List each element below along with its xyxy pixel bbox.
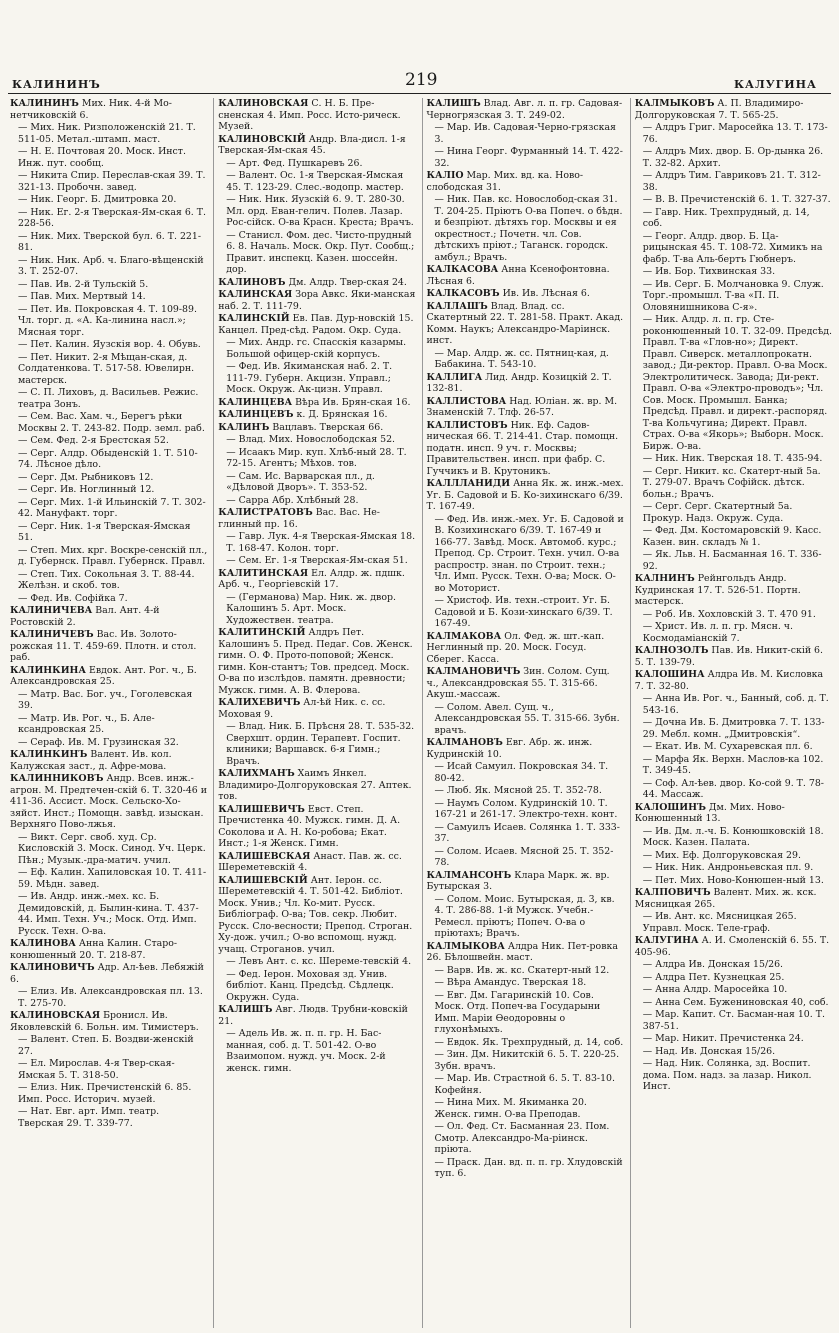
directory-entry: КАЛЛИСТОВЪ Ник. Еф. Садов-ническая 66. Т. 214-41. Стар. помощн. податн. инсп. 9 уч. г. Москвы; Правительствен. инсп. при фабр. С. Гуччикъ и В. Крутоникъ. — [426, 419, 619, 477]
directory-entry: — Солом. Исаев. Мясной 25. Т. 352-78. — [434, 845, 614, 868]
directory-entry: КАЛНИНЪ Рейнгольдъ Андр. Кудринская 17. Т. 526-51. Портн. мастерск. — [634, 573, 801, 607]
directory-entry: — Елиз. Ив. Александровская пл. 13. Т. 275-70. — [18, 986, 203, 1009]
directory-entry: — Ник. Пав. кс. Новослобод-ская 31. Т. 204-25. Пріютъ О-ва Попеч. о бѣдн. и безпріют. дѣтяхъ гор. Москвы и ея окрестност.; Почетн. чл. Сов. дѣтскихъ пріют.; Таганск. городск. амбул.; Врачъ. — [434, 194, 623, 263]
directory-entry: — Христ. Ив. л. п. гр. Мясн. ч. Космодаміанскій 7. — [642, 621, 793, 644]
directory-entry: — Гавр. Лук. 4-я Тверская-Ямская 18. Т. 168-47. Колон. торг. — [226, 531, 416, 554]
directory-entry: — Адель Ив. ж. п. п. гр. Н. Бас-манная, соб. д. Т. 501-42. О-во Взаимопом. нужд. уч. Моск. 2-й женск. гимн. — [226, 1028, 386, 1074]
directory-entry: — Люб. Як. Мясной 25. Т. 352-78. — [434, 785, 602, 796]
directory-entry: — Викт. Серг. своб. худ. Ср. Кисловскій 3. Моск. Синод. Уч. Церк. Пѣн.; Музык.-дра-матич. учил. — [18, 831, 206, 866]
directory-entry: — Варв. Ив. ж. кс. Скатерт-ный 12. — [434, 964, 610, 976]
directory-entry: КАЛІО Мар. Мих. вд. ка. Ново-слободская 31. — [426, 170, 584, 193]
directory-entry: — Солом. Авел. Сущ. ч., Александровская 55. Т. 315-66. Зубн. врачъ. — [434, 701, 620, 736]
directory-entry: — Серг. Серг. Скатертный 5а. Прокур. Надз. Окруж. Суда. — [642, 501, 793, 524]
directory-entry: КАЛИНОВСКАЯ Бронисл. Ив. Яковлевскій 6. Больн. им. Тимистеръ. — [10, 1010, 199, 1033]
directory-entry: — Валент. Ос. 1-я Тверская-Ямская 45. Т. 123-29. Слес.-водопр. мастер. — [226, 170, 404, 193]
directory-entry: — Влад. Мих. Новослободская 52. — [226, 434, 396, 445]
directory-entry: — Ол. Фед. Ст. Басманная 23. Пом. Смотр. Александро-Ма-ріинск. пріюта. — [434, 1121, 610, 1155]
directory-entry: — Левъ Ант. с. кс. Шереме-тевскій 4. — [226, 956, 412, 967]
directory-entry: КАЛИНОВЪ Дм. Алдр. Твер-ская 24. — [218, 276, 407, 288]
directory-entry: — Ел. Мирослав. 4-я Твер-ская-Ямская 5. Т. 318-50. — [18, 1058, 175, 1081]
directory-entry: — Пет. Ив. Покровская 4. Т. 109-89. Чл. торг. д. «А. Ка-линина насл.»; Мясная торг. — [18, 303, 197, 338]
directory-entry: КАЛИНИЧЕВА Вал. Ант. 4-й Ростовскій 2. — [10, 605, 160, 628]
directory-entry: — Алдръ Мих. двор. Б. Ор-дынка 26. Т. 32-82. Архит. — [642, 146, 824, 169]
directory-entry: КАЛЛИГА Лид. Андр. Козицкій 2. Т. 132-81. — [426, 371, 612, 394]
directory-entry: — Зин. Дм. Никитскій 6. 5. Т. 220-25. Зубн. врачъ. — [434, 1049, 620, 1072]
directory-entry: КАЛОШИНА Алдра Ив. М. Кисловка 7. Т. 32-80. — [634, 669, 824, 692]
running-head-left: КАЛИНИНЪ — [12, 78, 101, 91]
directory-entry: КАЛИШЕВСКАЯ Анаст. Пав. ж. сс. Шереметевскій 4. — [218, 850, 402, 873]
directory-entry: — Никита Спир. Переслав-ская 39. Т. 321-13. Пробочн. завед. — [18, 170, 206, 193]
directory-entry: — Серг. Никит. кс. Скатерт-ный 5а. Т. 279-07. Врачъ Софійск. дѣтск. больн.; Врачъ. — [642, 465, 821, 500]
directory-entry: — Исаакъ Мир. куп. Хлѣб-ный 28. Т. 72-15. Агентъ; Мѣхов. тов. — [226, 446, 407, 469]
directory-entry: КАЛЛЛАНИДИ Анна Як. ж. инж.-мех. Уг. Б. Садовой и Б. Ко-зихинскаго 6/39. Т. 167-49. — [426, 478, 624, 512]
directory-entry: — Над. Ник. Солянка, зд. Воспит. дома. Пом. надз. за лазар. Никол. Инст. — [642, 1058, 812, 1092]
directory-entry: КАЛИНОВИЧЪ Адр. Ал-ѣев. Лебяжій 6. — [10, 962, 204, 985]
directory-entry: КАЛИШЪ Влад. Авг. л. п. гр. Садовая-Черногрязская 3. Т. 249-02. — [426, 98, 623, 121]
directory-entry: КАЛИНИНЪ Мих. Ник. 4-й Мо-нетчиковскій 6. — [10, 98, 172, 121]
directory-entry: — Мар. Ив. Страстной 6. 5. Т. 83-10. Кофейня. — [434, 1073, 615, 1096]
directory-entry: — Дочна Ив. Б. Дмитровка 7. Т. 133-29. Мебл. комн. „Дмитровскія“. — [642, 717, 825, 740]
directory-entry: — Мих. Еф. Долгоруковская 29. — [642, 849, 801, 861]
directory-entry: — Алдра Пет. Кузнецкая 25. — [642, 971, 785, 983]
directory-entry: КАЛИНОВА Анна Калин. Старо-конюшенный 20. Т. 218-87. — [10, 938, 178, 961]
directory-entry: КАЛИНОВСКІЙ Андр. Вла-дисл. 1-я Тверская-Ям-ская 45. — [218, 133, 406, 156]
directory-entry: КАЛИНЦЕВЪ к. Д. Брянская 16. — [218, 409, 388, 420]
directory-entry: — Пав. Мих. Мертвый 14. — [18, 291, 146, 302]
directory-entry: — Над. Ив. Донская 15/26. — [642, 1045, 776, 1057]
directory-entry: — Н. Е. Почтовая 20. Моск. Инст. Инж. пут. сообщ. — [18, 146, 186, 169]
column-3 — [422, 98, 624, 1328]
directory-entry: — Фед. Дм. Костомаровскій 9. Касс. Казен. вин. складъ № 1. — [642, 525, 822, 548]
directory-entry: — Анна Сем. Бужениновская 40, соб. — [642, 996, 829, 1008]
directory-entry: КАЛИНКИНЪ Валент. Ив. кол. Калужская заст., д. Афре-мова. — [10, 749, 172, 772]
directory-entry: — Алдръ Григ. Маросейка 13. Т. 173-76. — [642, 122, 828, 145]
directory-entry: — Ив. Бор. Тихвинская 33. — [642, 266, 776, 277]
column-4 — [630, 98, 832, 1328]
directory-entry: — Арт. Фед. Пушкаревъ 26. — [226, 157, 363, 169]
directory-entry: — Серг. Ив. Ноглинный 12. — [18, 484, 155, 495]
directory-entry: КАЛЛАШЪ Влад. Влад. сс. Скатертный 22. Т. 281-58. Практ. Акад. Комм. Наукъ; Александро-Маріинск. инст. — [426, 300, 624, 346]
directory-entry: КАЛИШЪ Авг. Людв. Трубни-ковскій 21. — [218, 1004, 408, 1027]
directory-entry: — Ив. Ант. кс. Мясницкая 265. Управл. Моск. Теле-граф. — [642, 911, 797, 934]
directory-entry: — (Германова) Мар. Ник. ж. двор. Калошинъ 5. Арт. Моск. Художествен. театра. — [226, 591, 396, 626]
directory-entry: — Елиз. Ник. Пречистенскій 6. 85. Имп. Росс. Историч. музей. — [18, 1082, 192, 1105]
directory-entry: — Алдра Ив. Донская 15/26. — [642, 959, 784, 970]
directory-entry: КАЛИТИНСКІЙ Алдръ Пет. Калошинъ 5. Пред. Педаг. Сов. Женск. гимн. О. Ф. Прото-поповой; Женск. гимн. Кон-стантъ; Тов. председ. Моск. О-ва по изслѣдов. памятн. древности; Мужск. гимн. А. В. Флерова. — [218, 627, 413, 696]
directory-entry: — Станисл. Фом. дес. Чисто-прудный 6. 8. Началь. Моск. Окр. Пут. Сообщ.; Правит. инспекц. Казен. шоссейн. дор. — [226, 229, 415, 275]
directory-entry: — Пет. Калин. Яузскія вор. 4. Обувь. — [18, 339, 201, 350]
directory-entry: КАЛМАКОВА Ол. Фед. ж. шт.-кап. Неглинный пр. 20. Моск. Госуд. Сберег. Касса. — [426, 630, 605, 665]
directory-entry: — Серг. Алдр. Обыденскій 1. Т. 510-74. Лѣсное дѣло. — [18, 447, 198, 470]
directory-entry: — Наумъ Солом. Кудринскій 10. Т. 167-21 и 261-17. Электро-техн. конт. — [434, 797, 618, 820]
directory-entry: КАЛПОВИЧЪ Валент. Мих. ж. кск. Мясницкая 265. — [634, 887, 817, 910]
directory-entry: — Матр. Вас. Бог. уч., Гоголевская 39. — [18, 688, 193, 711]
directory-entry: — Мар. Никит. Пречистенка 24. — [642, 1033, 804, 1044]
directory-entry: — Еф. Калин. Хапиловская 10. Т. 411-59. Мѣдн. завед. — [18, 867, 207, 890]
directory-entry: — Ив. Дм. л.-ч. Б. Конюшковскій 18. Моск. Казен. Палата. — [642, 825, 824, 848]
directory-entry: КАЛИНОВСКАЯ С. Н. Б. Пре-сненская 4. Имп. Росс. Исто-рическ. Музей. — [218, 98, 401, 132]
directory-entry: — Екат. Ив. М. Сухаревская пл. 6. — [642, 741, 813, 752]
directory-entry: КАЛИНСКІЙ Ев. Пав. Дур-новскій 15. Канцел. Пред-сѣд. Радом. Окр. Суда. — [218, 313, 414, 336]
directory-entry: — Як. Льв. Н. Басманная 16. Т. 336-92. — [642, 549, 822, 572]
directory-entry: — Роб. Ив. Хохловскій 3. Т. 470 91. — [642, 608, 816, 620]
directory-entry: — Самуилъ Исаев. Солянка 1. Т. 333-37. — [434, 821, 620, 844]
directory-entry: КАЛМАНОВЪ Евг. Абр. ж. инж. Кудринскій 10. — [426, 737, 593, 760]
directory-entry: — Ив. Андр. инж.-мех. кс. Б. Демидовскій, д. Былин-кина. Т. 437-44. Имп. Техн. Уч.; Моск. Отд. Имп. Русск. Техн. О-ва. — [18, 891, 199, 937]
directory-entry: КАЛМАНСОНЪ Клара Марк. ж. вр. Бутырская 3. — [426, 869, 610, 892]
directory-entry: КАЛУГИНА А. И. Смоленскій 6. 55. Т. 405-96. — [634, 935, 830, 958]
directory-entry: — Степ. Тих. Сокольная 3. Т. 88-44. Желѣзн. и скоб. тов. — [18, 568, 195, 591]
directory-entry: КАЛМАНОВИЧЪ Зин. Солом. Сущ. ч., Александровская 55. Т. 315-66. Акуш.-массаж. — [426, 666, 610, 700]
directory-entry: — Серг. Мих. 1-й Ильинскій 7. Т. 302-42. Мануфакт. торг. — [18, 496, 206, 519]
directory-entry: — Соф. Ал-ѣев. двор. Ко-сой 9. Т. 78-44. Массаж. — [642, 777, 824, 800]
directory-entry: — Ив. Серг. Б. Молчановка 9. Служ. Торг.-промышл. Т-ва «П. П. Оловянишникова С-я». — [642, 278, 824, 313]
directory-entry: — Серг. Дм. Рыбниковъ 12. — [18, 471, 154, 483]
directory-entry: — Влад. Ник. Б. Прѣсня 28. Т. 535-32. Сверхшт. ордин. Терапевт. Госпит. клиники; Варшавск. 6-я Гимн.; Врачъ. — [226, 721, 415, 767]
directory-entry: — Вѣра Амандус. Тверская 18. — [434, 977, 587, 988]
directory-entry: КАЛИНИЧЕВЪ Вас. Ив. Золото-рожская 11. Т. 459-69. Плотн. и стол. раб. — [10, 629, 197, 663]
directory-entry: — Валент. Степ. Б. Воздви-женскій 27. — [18, 1034, 194, 1057]
directory-entry: — Нина Мих. М. Якиманка 20. Женск. гимн. О-ва Преподав. — [434, 1097, 587, 1120]
directory-entry: — Исай Самуил. Покровская 34. Т. 80-42. — [434, 761, 609, 784]
directory-entry: — Праск. Дан. вд. п. п. гр. Хлудовскій туп. 6. — [434, 1156, 623, 1179]
directory-entry: — Степ. Мих. крг. Воскре-сенскій пл., д. Губернск. Правл. Губернск. Правл. — [18, 544, 208, 567]
page-number: 219 — [405, 70, 438, 90]
page-header — [0, 0, 839, 92]
directory-entry: — Ник. Ник. Яузскій 6. 9. Т. 280-30. Мл. орд. Еван-гелич. Полев. Лазар. Рос-сійск. О-ва Красн. Креста; Врачъ. — [226, 194, 414, 228]
directory-entry: — Ник. Мих. Тверской бул. 6. Т. 221-81. — [18, 230, 202, 253]
directory-entry: — Георг. Алдр. двор. Б. Ца-рицынская 45. Т. 108-72. Химикъ на фабр. Т-ва Аль-бертъ Гюбнеръ. — [642, 230, 823, 265]
directory-entry: — Мих. Андр. гс. Спасскія казармы. Большой офицер-скій корпусъ. — [226, 337, 407, 360]
column-1 — [10, 98, 207, 1328]
directory-entry: — Марфа Як. Верхн. Маслов-ка 102. Т. 349-45. — [642, 753, 824, 776]
directory-entry: — Фед. Ив. Софійка 7. — [18, 592, 128, 604]
directory-entry: КАЛНОЗОЛЪ Пав. Ив. Никит-скій 6. 5. Т. 139-79. — [634, 645, 823, 668]
directory-entry: — Сарра Абр. Хлѣбный 28. — [226, 494, 359, 506]
directory-entry: КАЛОШИНЪ Дм. Мих. Ново-Конюшенный 13. — [634, 801, 785, 824]
directory-entry: — Ник. Ник. Арб. ч. Благо-вѣщенскій 3. Т. 252-07. — [18, 254, 204, 277]
directory-entry: КАЛИНСКАЯ Зора Авкс. Яки-манская наб. 2. Т. 111-79. — [218, 289, 416, 312]
directory-entry: — Сем. Вас. Хам. ч., Берегъ рѣки Москвы 2. Т. 243-82. Подр. земл. раб. — [18, 411, 205, 434]
directory-entry: — Пет. Никит. 2-я Мѣщан-ская, д. Солдатенкова. Т. 517-58. Ювелирн. мастерск. — [18, 351, 195, 386]
directory-entry: КАЛИСТРАТОВЪ Вас. Вас. Не-глинный пр. 16. — [218, 507, 380, 530]
directory-entry: КАЛИШЕВСКІЙ Ант. Іерон. сс. Шереметевскій 4. Т. 501-42. Библіот. Моск. Унив.; Чл. Ко-мит. Русск. Библіограф. О-ва; Тов. секр. Любит. Русск. Сло-весности; Препод. Строган. Ху-дож. учил.; О-во вспомощ. нужд. учащ. Строганов. учил. — [218, 874, 413, 955]
directory-entry: КАЛИХЕВИЧЪ Ал-ѣй Ник. с. сс. Моховая 9. — [218, 697, 386, 720]
directory-entry: КАЛЛИСТОВА Над. Юліан. ж. вр. М. Знаменскій 7. Тлф. 26-57. — [426, 395, 618, 418]
directory-entry: КАЛИХМАНЪ Хаимъ Янкел. Владимиро-Долгоруковская 27. Аптек. тов. — [218, 768, 412, 802]
running-head-right: КАЛУГИНА — [734, 78, 817, 91]
directory-entry: — Сам. Ис. Варварская пл., д. «Дѣловой Дворъ». Т. 353-52. — [226, 470, 375, 493]
directory-entry: — Христоф. Ив. техн.-строит. Уг. Б. Садовой и Б. Кози-хинскаго 6/39. Т. 167-49. — [434, 595, 613, 629]
directory-entry: — Сем. Фед. 2-я Брестская 52. — [18, 435, 169, 446]
directory-entry: — Нат. Евг. арт. Имп. театр. Тверская 29. Т. 339-77. — [18, 1106, 160, 1129]
directory-entry: — Мар. Ив. Садовая-Черно-грязская 3. — [434, 122, 616, 145]
directory-entry: — В. В. Пречистенскій 6. 1. Т. 327-37. — [642, 194, 831, 205]
directory-entry: — Гавр. Ник. Трехпрудный, д. 14, соб. — [642, 206, 810, 229]
directory-entry: КАЛИНЦЕВА Вѣра Ив. Брян-ская 16. — [218, 396, 411, 408]
directory-entry: — Евдок. Як. Трехпрудный, д. 14, соб. — [434, 1036, 624, 1048]
directory-entry: КАЛИНЪ Вацлавъ. Тверская 66. — [218, 421, 384, 433]
directory-entry: КАЛИННИКОВЪ Андр. Всев. инж.-агрон. М. Предтечен-скій 6. Т. 320-46 и 411-36. Ассист. Моск. Сельско-Хо-зяйст. Инст.; Помощн. завѣд. изыскан. Верхняго Пово-лжья. — [10, 773, 208, 830]
directory-entry: — Фед. Ив. Якиманская наб. 2. Т. 111-79. Губерн. Акцизн. Управл.; Моск. Окруж. Ак-цизн. Управл. — [226, 361, 393, 395]
directory-entry: — Серг. Ник. 1-я Тверская-Ямская 51. — [18, 520, 191, 543]
directory-entry: — Ник. Ег. 2-я Тверская-Ям-ская 6. Т. 228-56. — [18, 206, 206, 229]
directory-entry: КАЛМЫКОВА Алдра Ник. Пет-ровка 26. Бѣлошвейн. маст. — [426, 940, 618, 963]
directory-entry: — Пет. Мих. Ново-Конюшен-ный 13. — [642, 874, 824, 886]
directory-entry: КАЛИТИНСКАЯ Ел. Алдр. ж. пдшк. Арб. ч., Георгіевскій 17. — [218, 567, 405, 590]
header-rule — [8, 93, 831, 94]
directory-entry: — Евг. Дм. Гагаринскій 10. Сов. Моск. Отд. Попеч-ва Государыни Имп. Маріи Ѳеодоровны о глухонѣмыхъ. — [434, 989, 601, 1035]
directory-entry: — Сераф. Ив. М. Грузинская 32. — [18, 736, 179, 748]
directory-entry: — Фед. Ив. инж.-мех. Уг. Б. Садовой и В. Козихинскаго 6/39. Т. 167-49 и 166-77. Завѣд. Моск. Автомоб. курс.; Препод. Ср. Строит. Техн. учил. О-ва распростр. знан. по Строит. техн.; Чл. Имп. Русск. Техн. О-ва; Моск. О-во Моторист. — [434, 513, 624, 594]
directory-entry: — Фед. Іерон. Моховая зд. Унив. библіот. Канц. Предсѣд. Сѣдлецк. Окружн. Суда. — [226, 968, 394, 1003]
column-2 — [213, 98, 415, 1328]
directory-entry: — Мар. Капит. Ст. Басман-ная 10. Т. 387-51. — [642, 1009, 825, 1032]
directory-entry: КАЛКАСОВА Анна Ксенофонтовна. Лѣсная 6. — [426, 264, 610, 287]
directory-entry: КАЛМЫКОВЪ А. П. Владимиро-Долгоруковская 7. Т. 565-25. — [634, 98, 804, 121]
directory-entry: — Анна Алдр. Маросейка 10. — [642, 984, 788, 995]
directory-entry: — Ник. Алдр. л. п. гр. Сте-роконюшенный 10. Т. 32-09. Предсѣд. Правл. Т-ва «Глов-но»; Директ. Правл. Сиверск. металлопрокатн. завод.; Ди-ректор. Правл. О-ва Моск. Электролитическ. Завода; Ди-рект. Правл. О-ва «Электро-проводъ»; Чл. Сов. Моск. Промышл. Банка; Предсѣд. Правл. и директ.-распоряд. Т-ва Кольчугина; Директ. Правл. Страх. О-ва «Якорь»; Выборн. Моск. Бирж. О-ва. — [642, 314, 832, 452]
directory-entry: — Анна Ив. Рог. ч., Банный, соб. д. Т. 543-16. — [642, 693, 829, 716]
directory-entry: — Мих. Ник. Ризположенскій 21. Т. 511-05. Метал.-штамп. маст. — [18, 122, 196, 145]
directory-entry: — Ник. Георг. Б. Дмитровка 20. — [18, 194, 177, 205]
directory-entry: — Матр. Ив. Рог. ч., Б. Але-ксандровская 25. — [18, 712, 155, 735]
directory-entry: — Ник. Ник. Андроньевская пл. 9. — [642, 862, 814, 873]
directory-entry: — Солом. Моис. Бутырская, д. 3, кв. 4. Т. 286-88. 1-й Мужск. Учебн.-Ремесл. пріютъ; Попеч. О-ва о пріютахъ; Врачъ. — [434, 893, 615, 939]
directory-entry: — Ник. Ник. Тверская 18. Т. 435-94. — [642, 453, 823, 464]
directory-entry: — С. П. Лиховъ, д. Васильев. Режис. театра Зонъ. — [18, 387, 199, 410]
directory-entry: — Нина Георг. Фурманный 14. Т. 422-32. — [434, 146, 623, 169]
directory-entry: — Пав. Ив. 2-й Тульскій 5. — [18, 278, 149, 290]
directory-entry: КАЛИШЕВИЧЪ Евст. Степ. Пречистенка 40. Мужск. гимн. Д. А. Соколова и А. Н. Ко-робова; Екат. Инст.; 1-я Женск. Гимн. — [218, 803, 401, 849]
directory-entry: — Мар. Алдр. ж. сс. Пятниц-кая, д. Бабакина. Т. 543-10. — [434, 347, 609, 370]
directory-columns — [10, 98, 832, 1328]
directory-entry: КАЛИНКИНА Евдок. Ант. Рог. ч., Б. Александровская 25. — [10, 664, 197, 687]
directory-entry: — Алдръ Тим. Гавриковъ 21. Т. 312-38. — [642, 170, 821, 193]
directory-entry: — Сем. Ег. 1-я Тверская-Ям-ская 51. — [226, 555, 408, 566]
directory-entry: КАЛКАСОВЪ Ив. Ив. Лѣсная 6. — [426, 288, 590, 299]
